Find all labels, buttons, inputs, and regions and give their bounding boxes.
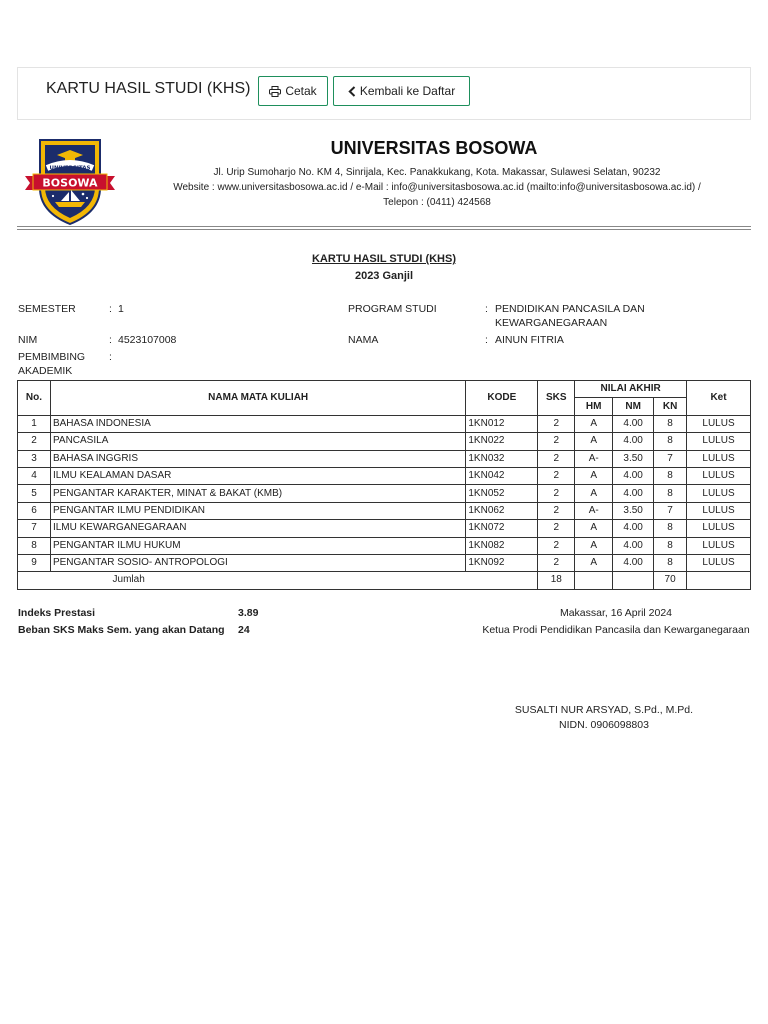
row-kn: 8	[654, 433, 687, 450]
row-ket: LULUS	[687, 554, 751, 571]
row-no: 8	[18, 537, 51, 554]
header-hm: HM	[575, 398, 613, 415]
back-to-list-button[interactable]	[333, 76, 470, 106]
row-nm: 4.00	[613, 520, 654, 537]
row-course: PENGANTAR SOSIO- ANTROPOLOGI	[50, 554, 465, 571]
university-address: Jl. Urip Sumoharjo No. KM 4, Sinrijala, Kec. Panakkukang, Kota. Makassar, Sulawesi Selatan, 90232	[213, 167, 661, 178]
table-row	[18, 520, 751, 537]
program-label: PROGRAM STUDI	[348, 303, 437, 315]
row-code: 1KN072	[466, 520, 538, 537]
row-code: 1KN082	[466, 537, 538, 554]
row-code: 1KN052	[466, 485, 538, 502]
header-kn: KN	[654, 398, 687, 415]
advisor-colon: :	[109, 351, 112, 363]
name-label: NAMA	[348, 334, 379, 346]
total-kn: 70	[654, 572, 687, 589]
total-ket-empty	[687, 572, 751, 589]
row-sks: 2	[538, 467, 575, 484]
name-colon: :	[485, 334, 488, 346]
university-name: UNIVERSITAS BOSOWA	[330, 138, 538, 158]
row-kn: 8	[654, 537, 687, 554]
header-ket: Ket	[687, 381, 751, 416]
row-hm: A	[575, 433, 613, 450]
table-row	[18, 450, 751, 467]
program-colon: :	[485, 303, 488, 315]
row-nm: 4.00	[613, 415, 654, 432]
row-ket: LULUS	[687, 450, 751, 467]
row-code: 1KN022	[466, 433, 538, 450]
row-course: ILMU KEALAMAN DASAR	[50, 467, 465, 484]
signature-position: Ketua Prodi Pendidikan Pancasila dan Kewarganegaraan	[482, 624, 750, 636]
row-hm: A-	[575, 450, 613, 467]
row-hm: A	[575, 415, 613, 432]
row-sks: 2	[538, 415, 575, 432]
table-row	[18, 537, 751, 554]
row-kn: 8	[654, 520, 687, 537]
header-code: KODE	[466, 381, 538, 416]
row-kn: 8	[654, 485, 687, 502]
print-button[interactable]	[258, 76, 328, 106]
row-ket: LULUS	[687, 433, 751, 450]
university-phone-line: Telepon : (0411) 424568	[383, 197, 491, 208]
university-contact	[127, 180, 747, 210]
table-row	[18, 467, 751, 484]
nim-label: NIM	[18, 334, 38, 346]
printer-icon	[269, 86, 281, 97]
header-sks: SKS	[538, 381, 575, 416]
row-no: 4	[18, 467, 51, 484]
advisor-label	[18, 350, 85, 378]
row-ket: LULUS	[687, 520, 751, 537]
program-value	[495, 302, 645, 330]
total-label: Jumlah	[18, 572, 538, 589]
table-total-row	[18, 572, 751, 589]
table-row	[18, 433, 751, 450]
row-course: BAHASA INGGRIS	[50, 450, 465, 467]
nim-colon: :	[109, 334, 112, 346]
signature-place-date: Makassar, 16 April 2024	[559, 607, 673, 619]
row-course: PENGANTAR KARAKTER, MINAT & BAKAT (KMB)	[50, 485, 465, 502]
logo-text-main: BOSOWA	[42, 176, 98, 190]
row-ket: LULUS	[687, 537, 751, 554]
table-row	[18, 415, 751, 432]
ip-value: 3.89	[238, 607, 259, 619]
total-hm-empty	[575, 572, 613, 589]
row-course: ILMU KEWARGANEGARAAN	[50, 520, 465, 537]
row-code: 1KN092	[466, 554, 538, 571]
row-nm: 3.50	[613, 450, 654, 467]
row-nm: 4.00	[613, 554, 654, 571]
row-course: PENGANTAR ILMU HUKUM	[50, 537, 465, 554]
row-hm: A	[575, 554, 613, 571]
toolbar-title: KARTU HASIL STUDI (KHS)	[46, 80, 251, 97]
row-course: PENGANTAR ILMU PENDIDIKAN	[50, 502, 465, 519]
program-value-line2: KEWARGANEGARAAN	[495, 317, 608, 329]
row-kn: 8	[654, 554, 687, 571]
row-ket: LULUS	[687, 467, 751, 484]
university-header	[17, 130, 751, 228]
toolbar	[17, 67, 751, 120]
print-label: Cetak	[285, 84, 317, 98]
row-code: 1KN012	[466, 415, 538, 432]
row-code: 1KN042	[466, 467, 538, 484]
row-course: BAHASA INDONESIA	[50, 415, 465, 432]
row-kn: 7	[654, 502, 687, 519]
header-nm: NM	[613, 398, 654, 415]
header-divider-bottom	[17, 229, 751, 230]
row-nm: 4.00	[613, 485, 654, 502]
max-sks-label: Beban SKS Maks Sem. yang akan Datang	[18, 624, 225, 636]
semester-colon: :	[109, 303, 112, 315]
header-no: No.	[18, 381, 51, 416]
row-sks: 2	[538, 537, 575, 554]
total-nm-empty	[613, 572, 654, 589]
row-sks: 2	[538, 554, 575, 571]
row-no: 7	[18, 520, 51, 537]
row-ket: LULUS	[687, 485, 751, 502]
table-header-row	[18, 381, 751, 398]
document-title: KARTU HASIL STUDI (KHS)	[311, 253, 456, 265]
row-hm: A	[575, 467, 613, 484]
row-no: 9	[18, 554, 51, 571]
row-sks: 2	[538, 520, 575, 537]
row-hm: A	[575, 520, 613, 537]
row-nm: 4.00	[613, 537, 654, 554]
row-kn: 8	[654, 467, 687, 484]
max-sks-value: 24	[238, 624, 250, 636]
row-code: 1KN032	[466, 450, 538, 467]
row-nm: 4.00	[613, 467, 654, 484]
row-ket: LULUS	[687, 502, 751, 519]
header-course: NAMA MATA KULIAH	[50, 381, 465, 416]
row-kn: 8	[654, 415, 687, 432]
table-row	[18, 485, 751, 502]
row-course: PANCASILA	[50, 433, 465, 450]
back-label: Kembali ke Daftar	[359, 84, 456, 98]
semester-label: SEMESTER	[18, 303, 76, 315]
advisor-label-line1: PEMBIMBING	[18, 351, 86, 363]
header-final-grade: NILAI AKHIR	[575, 381, 687, 398]
university-website-line: Website : www.universitasbosowa.ac.id / e-Mail : info@universitasbosowa.ac.id (mailto:info@universitasbosowa.ac.id) /	[173, 182, 701, 193]
row-no: 2	[18, 433, 51, 450]
name-value: AINUN FITRIA	[495, 334, 564, 346]
row-no: 1	[18, 415, 51, 432]
signature-nidn: NIDN. 0906098803	[559, 719, 649, 731]
table-row	[18, 502, 751, 519]
header-divider-top	[17, 226, 751, 227]
nim-value: 4523107008	[118, 334, 177, 346]
row-sks: 2	[538, 485, 575, 502]
row-no: 3	[18, 450, 51, 467]
row-code: 1KN062	[466, 502, 538, 519]
row-nm: 3.50	[613, 502, 654, 519]
document-period: 2023 Ganjil	[354, 270, 414, 282]
logo-text-top: UNIVERSITAS	[49, 165, 91, 172]
row-ket: LULUS	[687, 415, 751, 432]
row-nm: 4.00	[613, 433, 654, 450]
total-sks: 18	[538, 572, 575, 589]
semester-value: 1	[118, 303, 124, 315]
chevron-left-icon	[348, 86, 356, 97]
row-hm: A	[575, 537, 613, 554]
table-row	[18, 554, 751, 571]
ip-label: Indeks Prestasi	[18, 607, 96, 619]
row-sks: 2	[538, 450, 575, 467]
row-hm: A-	[575, 502, 613, 519]
advisor-label-line2: AKADEMIK	[18, 365, 73, 377]
signature-name: SUSALTI NUR ARSYAD, S.Pd., M.Pd.	[514, 704, 694, 716]
grades-table	[17, 380, 751, 590]
program-value-line1: PENDIDIKAN PANCASILA DAN	[495, 303, 645, 315]
row-no: 6	[18, 502, 51, 519]
row-kn: 7	[654, 450, 687, 467]
row-no: 5	[18, 485, 51, 502]
row-hm: A	[575, 485, 613, 502]
row-sks: 2	[538, 502, 575, 519]
row-sks: 2	[538, 433, 575, 450]
